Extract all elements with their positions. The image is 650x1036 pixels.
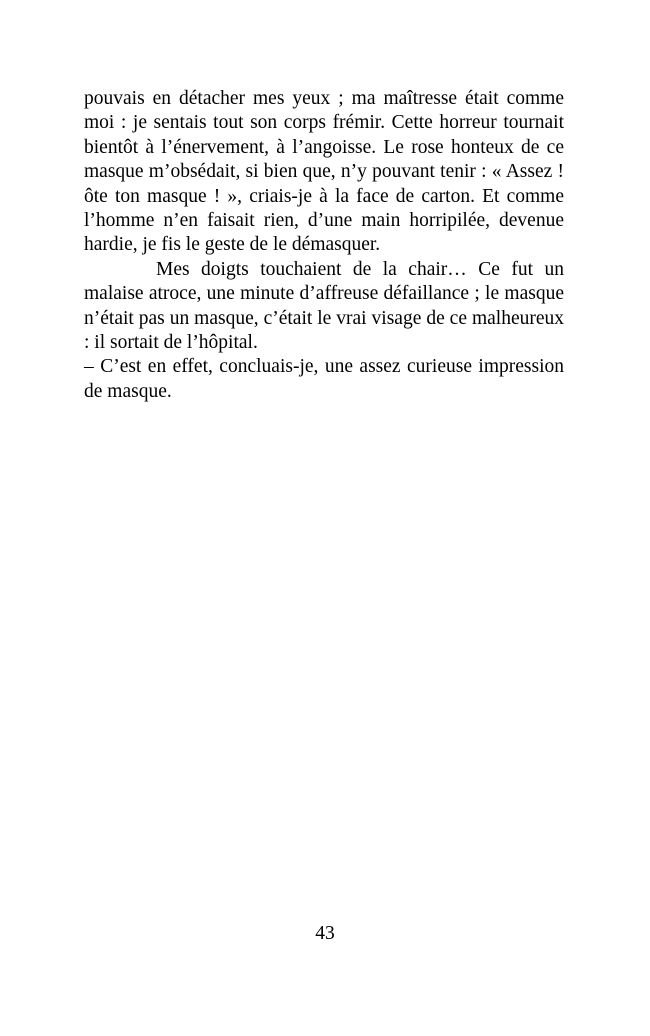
paragraph-2: Mes doigts touchaient de la chair… Ce fut un malaise atroce, une minute d’affreuse défaillance ; le masque n’était pas un masque, c’était le vrai visage de ce malheureux : il sortait de l’hôpital. <box>84 258 564 354</box>
paragraph-3-dialogue: – C’est en effet, concluais-je, une assez curieuse impression de masque. <box>84 356 564 402</box>
paragraph-1: pouvais en détacher mes yeux ; ma maîtresse était comme moi : je sentais tout son corps frémir. Cette horreur tournait bientôt à l’énervement, à l’angoisse. Le rose honteux de ce masque m’obsédait, si bien que, n’y pouvant tenir : « Assez ! ôte ton masque ! », criais-je à la face de carton. Et comme l’homme n’en faisait rien, d’une main horripilée, devenue hardie, je fis le geste de le démasquer. <box>84 88 564 256</box>
body-text <box>84 87 564 404</box>
page-number: 43 <box>315 923 335 944</box>
